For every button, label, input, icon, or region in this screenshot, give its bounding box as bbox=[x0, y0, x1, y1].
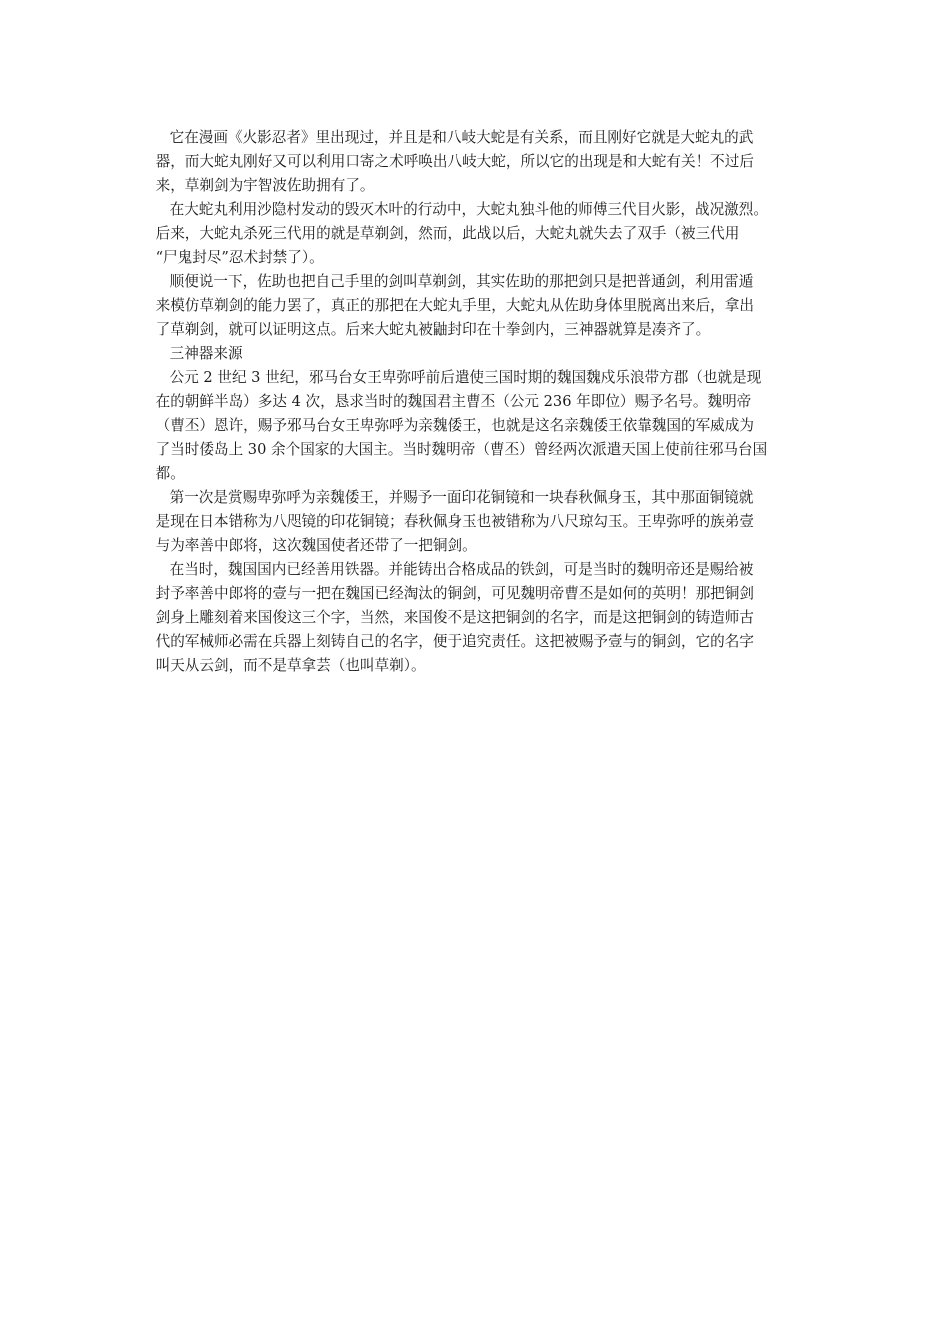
text-line: 后来，大蛇丸杀死三代用的就是草剃剑，然而，此战以后，大蛇丸就失去了双手（被三代用 bbox=[155, 225, 740, 242]
text-line: 叫天从云剑，而不是草拿芸（也叫草剃）。 bbox=[155, 657, 426, 674]
paragraph-bronze-sword bbox=[141, 558, 813, 678]
text-line: 在当时，魏国国内已经善用铁器。并能铸出合格成品的铁剑，可是当时的魏明帝还是赐给被 bbox=[169, 561, 754, 578]
text-line: （曹丕）恩许，赐予邪马台女王卑弥呼为亲魏倭王，也就是这名亲魏倭王依靠魏国的军威成为 bbox=[155, 417, 754, 434]
paragraph-konoha-crush bbox=[141, 198, 813, 270]
text-line: 与为率善中郎将，这次魏国使者还带了一把铜剑。 bbox=[155, 537, 477, 554]
text-line: 了当时倭岛上 30 余个国家的大国主。当时魏明帝（曹丕）曾经两次派遣天国上使前往邪马台国 bbox=[155, 441, 768, 458]
text-line: 剑身上雕刻着来国俊这三个字，当然，来国俊不是这把铜剑的名字，而是这把铜剑的铸造师古 bbox=[155, 609, 754, 626]
text-line: 它在漫画《火影忍者》里出现过，并且是和八岐大蛇是有关系，而且刚好它就是大蛇丸的武 bbox=[169, 129, 754, 146]
text-line: 第一次是赏赐卑弥呼为亲魏倭王，并赐予一面印花铜镜和一块春秋佩身玉，其中那面铜镜就 bbox=[169, 489, 754, 506]
text-line: 在大蛇丸利用沙隐村发动的毁灭木叶的行动中，大蛇丸独斗他的师傅三代目火影，战况激烈。 bbox=[169, 201, 768, 218]
text-line: 在的朝鲜半岛）多达 4 次，恳求当时的魏国君主曹丕（公元 236 年即位）赐予名号。魏明帝 bbox=[155, 393, 752, 410]
text-line: 都。 bbox=[155, 465, 185, 482]
document-body bbox=[141, 126, 813, 678]
paragraph-sasuke-sword bbox=[141, 270, 813, 342]
text-line: 顺便说一下，佐助也把自己手里的剑叫草剃剑，其实佐助的那把剑只是把普通剑，利用雷遁 bbox=[169, 273, 754, 290]
paragraph-first-bestowal bbox=[141, 486, 813, 558]
paragraph-orochimaru-weapon bbox=[141, 126, 813, 198]
text-line: 来，草剃剑为宇智波佐助拥有了。 bbox=[155, 177, 375, 194]
text-line: “尸鬼封尽”忍术封禁了）。 bbox=[155, 249, 324, 266]
text-line: 公元 2 世纪 3 世纪，邪马台女王卑弥呼前后遣使三国时期的魏国魏戍乐浪带方郡（也就是现 bbox=[169, 369, 762, 386]
text-line: 是现在日本错称为八咫镜的印花铜镜；春秋佩身玉也被错称为八尺琼勾玉。王卑弥呼的族弟壹 bbox=[155, 513, 754, 530]
text-line: 代的军械师必需在兵器上刻铸自己的名字，便于追究责任。这把被赐予壹与的铜剑，它的名字 bbox=[155, 633, 754, 650]
text-line: 来模仿草剃剑的能力罢了，真正的那把在大蛇丸手里，大蛇丸从佐助身体里脱离出来后，拿出 bbox=[155, 297, 754, 314]
section-heading: 三神器来源 bbox=[169, 345, 243, 362]
text-line: 器，而大蛇丸刚好又可以利用口寄之术呼唤出八岐大蛇，所以它的出现是和大蛇有关！不过后 bbox=[155, 153, 754, 170]
paragraph-himiko-envoys bbox=[141, 366, 813, 486]
text-line: 了草剃剑，就可以证明这点。后来大蛇丸被鼬封印在十拳剑内，三神器就算是凑齐了。 bbox=[155, 321, 711, 338]
section-heading-three-treasures-origin bbox=[141, 342, 813, 366]
text-line: 封予率善中郎将的壹与一把在魏国已经淘汰的铜剑，可见魏明帝曹丕是如何的英明！那把铜剑 bbox=[155, 585, 754, 602]
